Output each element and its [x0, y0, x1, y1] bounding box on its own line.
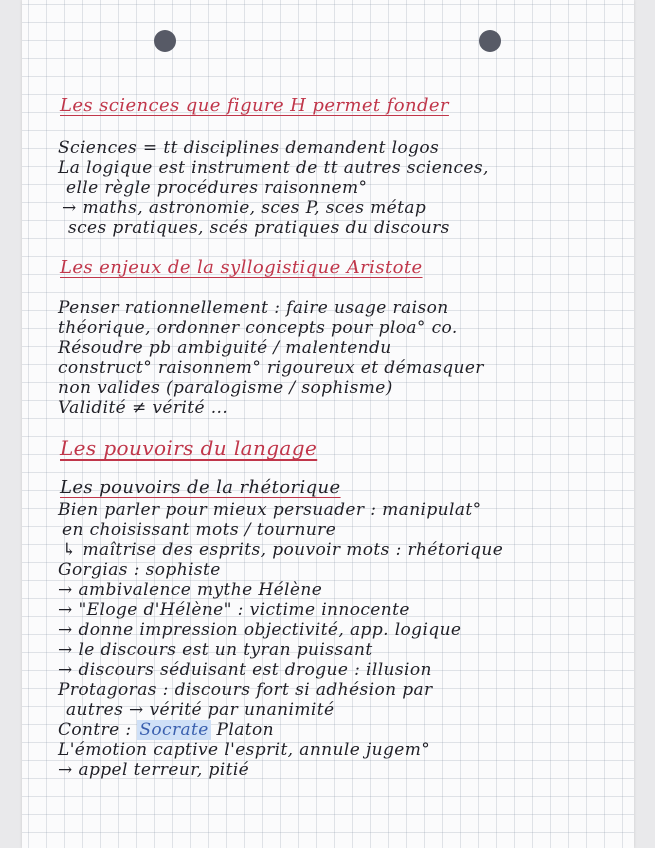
note-line: L'émotion captive l'esprit, annule jugem° — [58, 740, 431, 760]
note-line: non valides (paralogisme / sophisme) — [58, 378, 393, 398]
heading-syllogistique: Les enjeux de la syllogistique Aristote — [60, 257, 423, 278]
note-line: → donne impression objectivité, app. logique — [58, 620, 462, 640]
note-line: en choisissant mots / tournure — [62, 520, 337, 540]
note-line: construct° raisonnem° rigoureux et démasquer — [58, 358, 484, 378]
punch-hole-right — [479, 30, 501, 52]
note-line: autres → vérité par unanimité — [66, 700, 335, 720]
note-line: La logique est instrument de tt autres sciences, — [58, 158, 489, 178]
note-line: sces pratiques, scés pratiques du discours — [68, 218, 450, 238]
note-line: → appel terreur, pitié — [58, 760, 250, 780]
note-line: ↳ maîtrise des esprits, pouvoir mots : rhétorique — [62, 540, 504, 560]
notebook-page — [22, 0, 634, 848]
note-line: théorique, ordonner concepts pour ploa° co. — [58, 318, 458, 338]
note-line: → discours séduisant est drogue : illusion — [58, 660, 432, 680]
heading-pouvoirs-langage: Les pouvoirs du langage — [60, 436, 318, 460]
note-line: Penser rationnellement : faire usage raison — [58, 298, 449, 318]
note-line: elle règle procédures raisonnem° — [66, 178, 368, 198]
contre-label: Contre : — [58, 720, 132, 740]
note-line: Gorgias : sophiste — [58, 560, 221, 580]
note-line: → le discours est un tyran puissant — [58, 640, 373, 660]
punch-hole-left — [154, 30, 176, 52]
note-line: → "Eloge d'Hélène" : victime innocente — [58, 600, 410, 620]
socrate-highlight: Socrate — [139, 720, 209, 740]
heading-pouvoirs-rhetorique: Les pouvoirs de la rhétorique — [60, 477, 341, 498]
note-line-contre — [58, 720, 274, 740]
note-line: Protagoras : discours fort si adhésion par — [58, 680, 433, 700]
platon-label: Platon — [216, 720, 274, 740]
note-line: Résoudre pb ambiguité / malentendu — [58, 338, 392, 358]
heading-sciences: Les sciences que figure H permet fonder — [60, 95, 449, 116]
note-line: → maths, astronomie, sces P, sces métap — [62, 198, 427, 218]
note-line: Bien parler pour mieux persuader : manipulat° — [58, 500, 482, 520]
note-line: Validité ≠ vérité ... — [58, 398, 229, 418]
note-line: Sciences = tt disciplines demandent logos — [58, 138, 440, 158]
note-line: → ambivalence mythe Hélène — [58, 580, 323, 600]
